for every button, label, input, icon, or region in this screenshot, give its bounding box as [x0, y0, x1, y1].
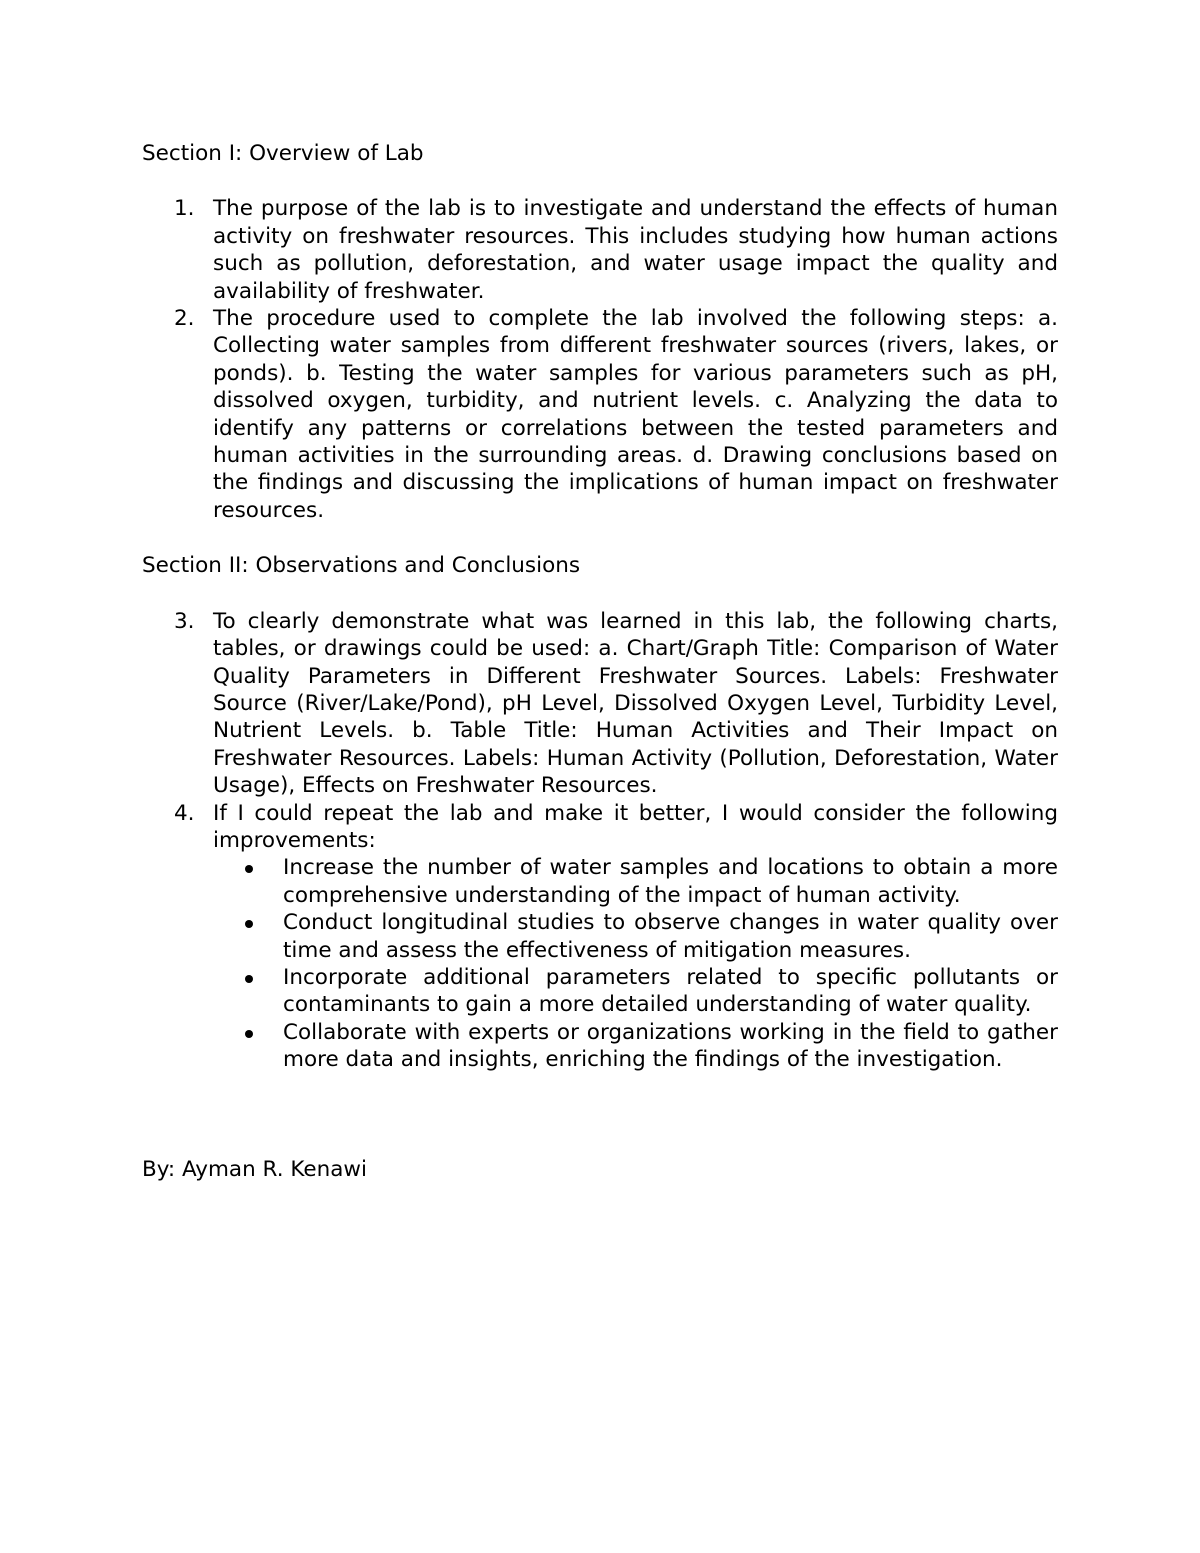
section-2-list — [142, 608, 1058, 1074]
bullet-text: Incorporate additional parameters related to specific pollutants or contaminants to gain a more detailed understanding of water quality. — [283, 964, 1058, 1018]
spacer — [142, 1074, 1058, 1156]
list-item-text: If I could repeat the lab and make it better, I would consider the following improvements: — [213, 800, 1058, 853]
list-item-number: 1. — [174, 196, 195, 222]
bullet-icon — [245, 1030, 253, 1038]
bullet-item — [213, 854, 1058, 909]
list-item-text: To clearly demonstrate what was learned in this lab, the following charts, tables, or drawings could be used: a. Chart/Graph Title: Comparison of Water Quality Parameters in Different Freshwater Sources. Labels: Freshwater Source (River/Lake/Pond), pH Level, Dissolved Oxygen Level, Turbidity Level, Nutrient Levels. b. Table Title: Human Activities and Their Impact on Freshwater Resources. Labels: Human Activity (Pollution, Deforestation, Water Usage), Effects on Freshwater Resources. — [213, 608, 1058, 799]
list-item-number: 3. — [174, 608, 195, 634]
spacer — [142, 524, 1058, 552]
bullet-item — [213, 1019, 1058, 1074]
list-item-number: 2. — [174, 306, 195, 332]
list-item-text: The procedure used to complete the lab involved the following steps: a. Collecting water samples from different freshwater sources (rivers, lakes, or ponds). b. Testing the water samples for various parameters such as pH, dissolved oxygen, turbidity, and nutrient levels. c. Analyzing the data to identify any patterns or correlations between the tested parameters and human activities in the surrounding areas. d. Drawing conclusions based on the findings and discussing the implications of human impact on freshwater resources. — [213, 306, 1058, 523]
bullet-item — [213, 909, 1058, 964]
bullet-text: Conduct longitudinal studies to observe changes in water quality over time and assess the effectiveness of mitigation measures. — [283, 910, 1058, 963]
improvements-list — [213, 854, 1058, 1073]
author-byline: By: Ayman R. Kenawi — [142, 1156, 367, 1182]
list-item-number: 4. — [174, 800, 195, 826]
spacer — [142, 580, 1058, 608]
spacer — [142, 167, 1058, 195]
list-item-text: The purpose of the lab is to investigate and understand the effects of human activity on freshwater resources. This includes studying how human actions such as pollution, deforestation, and water usage impact the quality and availability of freshwater. — [213, 196, 1058, 304]
section-1-list — [142, 195, 1058, 524]
bullet-text: Increase the number of water samples and locations to obtain a more comprehensive understanding of the impact of human activity. — [283, 855, 1058, 908]
list-item — [142, 608, 1058, 800]
document-page — [142, 140, 1058, 1183]
bullet-icon — [245, 865, 253, 873]
section-2-heading: Section II: Observations and Conclusions — [142, 553, 581, 579]
bullet-icon — [245, 920, 253, 928]
list-item — [142, 195, 1058, 305]
list-item — [142, 305, 1058, 524]
section-1-heading: Section I: Overview of Lab — [142, 141, 424, 166]
bullet-item — [213, 964, 1058, 1019]
bullet-text: Collaborate with experts or organizations working in the field to gather more data and insights, enriching the findings of the investigation. — [283, 1019, 1058, 1073]
bullet-icon — [245, 975, 253, 983]
list-item — [142, 800, 1058, 1074]
